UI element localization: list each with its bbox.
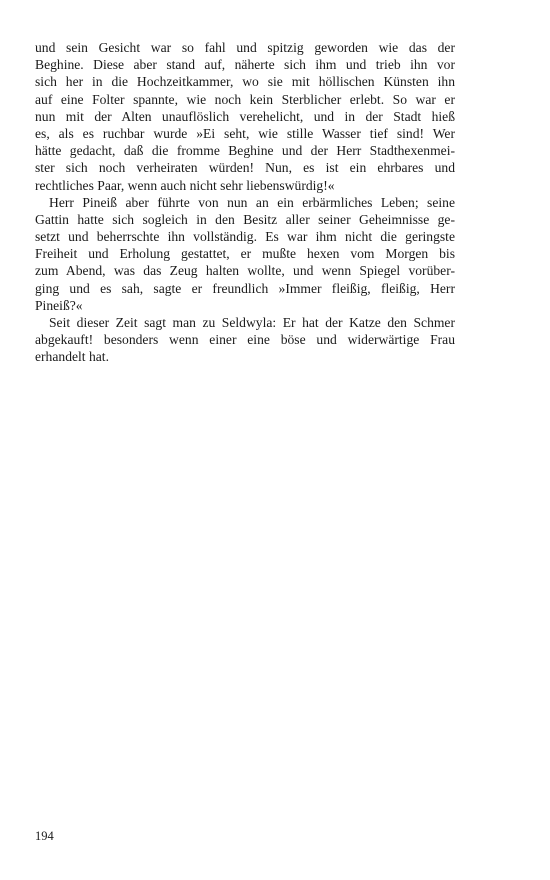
- text-line: rechtliches Paar, wenn auch nicht sehr liebenswürdig!«: [35, 177, 335, 193]
- text-line: es, als es ruchbar wurde »Ei seht, wie stille Wasser tief sind! Wer: [35, 125, 455, 141]
- text-line: und sein Gesicht war so fahl und spitzig geworden wie das der: [35, 40, 455, 55]
- text-line: ging und es sah, sagte er freundlich »Immer fleißig, fleißig, Herr: [35, 280, 455, 296]
- text-line: ster sich noch verheiraten würden! Nun, es ist ein ehrbares und: [35, 160, 455, 176]
- text-line: abgekauft! besonders wenn einer eine böse und widerwärtige Frau: [35, 332, 455, 348]
- text-line: setzt und beherrschte ihn vollständig. Es war ihm nicht die geringste: [35, 229, 455, 245]
- text-line: Seit dieser Zeit sagt man zu Seldwyla: Er hat der Katze den Schmer: [49, 315, 455, 330]
- text-line: erhandelt hat.: [35, 349, 109, 365]
- text-line: Gattin hatte sich sogleich in den Besitz aller seiner Geheimnisse ge-: [35, 211, 455, 227]
- text-line: hätte gedacht, daß die fromme Beghine und der Herr Stadthexenmei-: [35, 143, 455, 159]
- text-line: sich her in die Hochzeitkammer, wo sie mit höllischen Künsten ihn: [35, 74, 455, 90]
- text-line: auf eine Folter spannte, wie noch kein Sterblicher erlebt. So war er: [35, 91, 455, 107]
- text-line: Pineiß?«: [35, 297, 83, 313]
- text-line: nun mit der Alten unauflöslich verehelicht, und in der Stadt hieß: [35, 108, 455, 124]
- page-number: 194: [35, 829, 54, 843]
- body-text: [35, 39, 455, 366]
- text-line: zum Abend, was das Zeug halten wollte, und wenn Spiegel vorüber-: [35, 263, 455, 279]
- text-line: Beghine. Diese aber stand auf, näherte sich ihm und trieb ihn vor: [35, 57, 455, 73]
- text-line: Freiheit und Erholung gestattet, er mußte hexen vom Morgen bis: [35, 246, 455, 262]
- text-line: Herr Pineiß aber führte von nun an ein erbärmliches Leben; seine: [49, 194, 455, 210]
